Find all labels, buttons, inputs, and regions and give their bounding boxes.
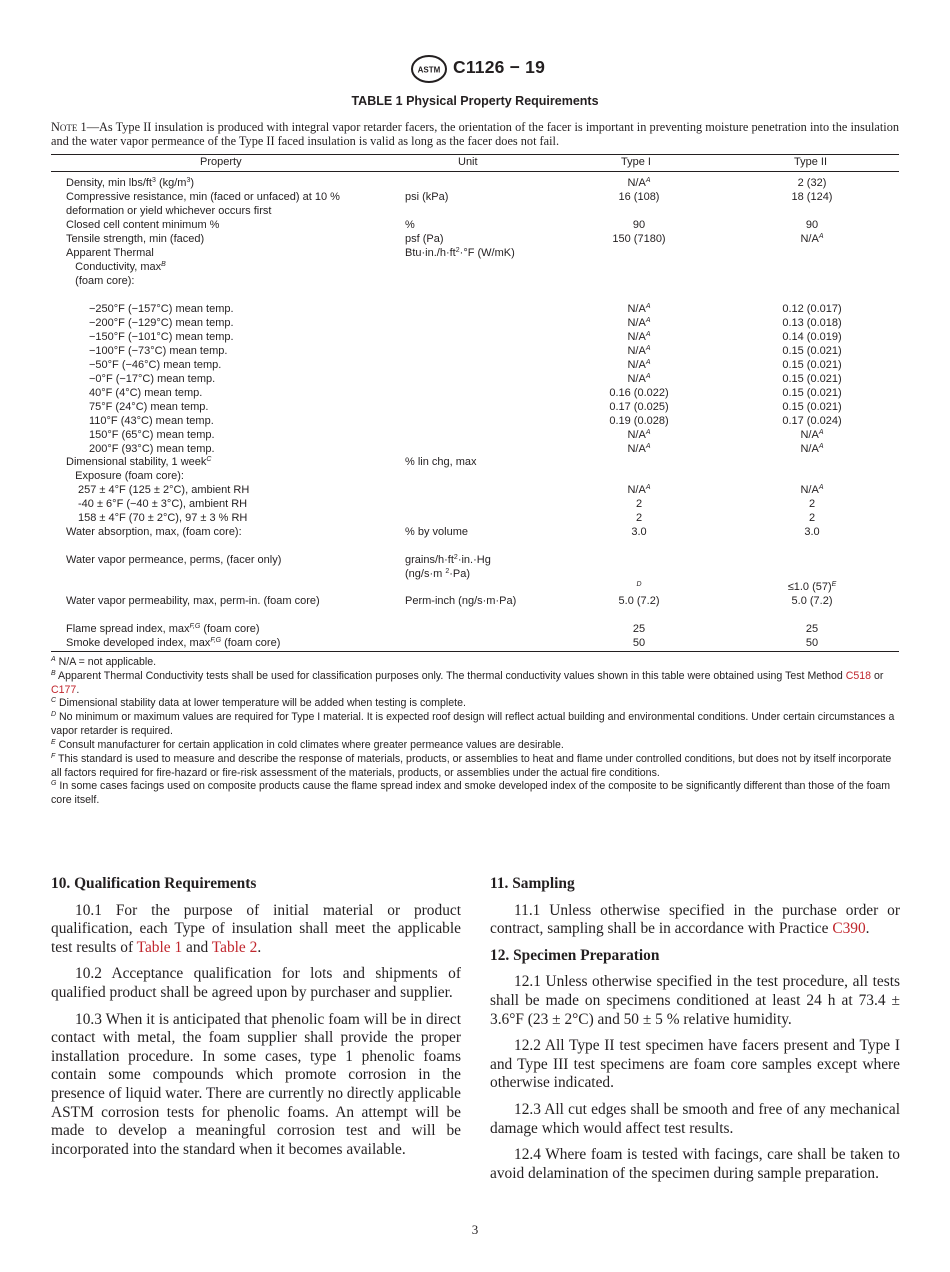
column-header-type-ii: Type II: [794, 156, 828, 168]
cell-property: Water vapor permeability, max, perm-in. (foam core): [66, 595, 320, 607]
right-column: [490, 875, 900, 1183]
cell-type-ii: 25 50: [805, 623, 819, 649]
cell-type-i: 150 (7180): [612, 233, 666, 245]
section-10-heading: 10. Qualification Requirements: [51, 875, 257, 892]
cell-unit: %: [405, 219, 415, 231]
paragraph-12-4: 12.4 Where foam is tested with facings, care shall be taken to avoid delamination of the specimen during sample preparation.: [490, 1146, 900, 1182]
cell-property: Dimensional stability, 1 week$^C$ Exposure (foam core):: [66, 456, 212, 482]
paragraph-12-2: 12.2 All Type II test specimen have facers present and Type I and Type III test specimens are foam core samples except where otherwise indicated.: [490, 1037, 900, 1092]
cell-type-ii: $N/A^A$: [800, 233, 824, 245]
cell-property: Flame spread index, $\max^{F,G}$ (foam core) Smoke developed index, $\max^{F,G}$ (foam core): [66, 623, 281, 649]
column-header-type-i: Type I: [621, 156, 651, 168]
paragraph-11-1: 11.1 Unless otherwise specified in the purchase order or contract, sampling shall be in accordance with Practice C390.: [490, 901, 900, 938]
cell-property: Compressive resistance, min (faced or unfaced) at 10 % deformation or yield whichever occurs first: [66, 191, 340, 217]
logo-text: ASTM: [417, 65, 441, 75]
table-note: [51, 120, 899, 148]
cell-property: 257 ± 4°F (125 ± 2°C), ambient RH -40 ± 6°F (−40 ± 3°C), ambient RH 158 ± 4°F (70 ± 2°C), 97 ± 3 % RH: [78, 484, 250, 524]
note-text: —As Type II insulation is produced with integral vapor retarder facers, the orientation of the facer is important in preventing moisture penetration into the insulation and the water vapor permeance of the Type II faced insulation is valid as long as the facer does not fail.: [51, 120, 899, 148]
page-number: 3: [471, 1222, 479, 1237]
section-11-heading: 11. Sampling: [490, 875, 575, 892]
cell-property: Tensile strength, min (faced): [66, 233, 205, 245]
footnote-b: $^B$ Apparent Thermal Conductivity tests shall be used for classification purposes only. The thermal conductivity values shown in this table were obtained using Test Method C518 or C177.: [51, 670, 884, 696]
cell-unit: Perm-inch (ng/s·m·Pa): [405, 595, 517, 607]
cell-property: Closed cell content minimum %: [66, 219, 220, 231]
footnote-a: $^A$ N/A = not applicable.: [51, 656, 157, 668]
cell-type-i: 5.0 (7.2): [618, 595, 660, 607]
cell-type-i: D: [636, 581, 642, 588]
document-id: C1126 − 19: [453, 57, 546, 77]
cell-property: Water absorption, max, (foam core):: [66, 526, 242, 538]
cell-type-ii: 3.0: [804, 526, 820, 538]
table-header-rule: [51, 171, 899, 172]
cell-type-ii: 90: [805, 219, 819, 231]
note-label: Note 1: [51, 120, 87, 134]
cell-property: Water vapor permeance, perms, (facer only): [66, 554, 282, 566]
cell-type-ii: $N/A^A$ 2 2: [800, 484, 824, 524]
paragraph-10-2: 10.2 Acceptance qualification for lots and shipments of qualified product shall be agreed upon by purchaser and supplier.: [51, 965, 461, 1001]
link-table-1[interactable]: Table 1: [136, 938, 183, 956]
table-bottom-rule: [51, 651, 899, 652]
link-c390[interactable]: C390: [832, 920, 866, 938]
cell-type-i: $N/A^A$ 2 2: [627, 484, 651, 524]
cell-type-i: 25 50: [632, 623, 646, 649]
table-top-rule: [51, 154, 899, 155]
footnote-d: $^D$ No minimum or maximum values are required for Type I material. It is expected roof design will reflect actual building and environmental conditions. Under certain circumstances a vapor retarder is required.: [51, 711, 895, 737]
cell-type-i: 90: [632, 219, 646, 231]
footnote-e: $^E$ Consult manufacturer for certain application in cold climates where greater permeance values are desirable.: [51, 739, 564, 751]
paragraph-12-1: 12.1 Unless otherwise specified in the test procedure, all tests shall be made on specimens conditioned at least 24 h at 73.4 ± 3.6°F (23 ± 2°C) and 50 ± 5 % relative humidity.: [490, 973, 900, 1028]
link-table-2[interactable]: Table 2: [211, 938, 258, 956]
cell-type-i: $N/A^A$ $N/A^A$ $N/A^A$ $N/A^A$ $N/A^A$ $N/A^A$ 0.16 (0.022) 0.17 (0.025) 0.19 (0.028) $N/A^A$ $N/A^A$: [609, 303, 669, 455]
link-c177[interactable]: C177: [51, 683, 77, 696]
column-header-unit: Unit: [458, 156, 478, 168]
cell-unit: % by volume: [405, 526, 468, 538]
table-title: TABLE 1 Physical Property Requirements: [351, 94, 599, 108]
cell-property: Density, min lbs/$ft^3$ $(kg/m^3)$: [66, 177, 195, 189]
left-column: [51, 875, 461, 1159]
paragraph-10-3: 10.3 When it is anticipated that phenolic foam will be in direct contact with metal, the foam supplier shall provide the proper installation procedure. In some cases, type 1 phenolic foams contain some compounds which promote corrosion in the presence of liquid water. There are currently no directly applicable ASTM corrosion tests for phenolic foams. An attempt will be made to develop a meaningful corrosion test and will be incorporated into the standard when it becomes available.: [51, 1010, 461, 1158]
column-header-property: Property: [200, 156, 242, 168]
cell-type-i: 3.0: [631, 526, 647, 538]
cell-type-ii: 5.0 (7.2): [791, 595, 833, 607]
cell-type-i: 16 (108): [618, 191, 660, 203]
cell-unit: $Btu\cdot in./h\cdot ft^2\cdot^\circ F$ (W/mK): [405, 247, 515, 259]
footnote-g: $^G$ In some cases facings used on composite products cause the flame spread index and smoke developed index of the composite to be significantly different than those of the foam core itself.: [51, 780, 891, 806]
section-12-heading: 12. Specimen Preparation: [490, 946, 660, 964]
footnote-f: $^F$ This standard is used to measure and describe the response of materials, products, or assemblies to heat and flame under controlled conditions, but does not by itself incorporate all factors required for fire-hazard or fire-risk assessment of the materials, products, or assemblies under the actual fire conditions.: [51, 753, 892, 779]
astm-logo-icon: [409, 54, 449, 84]
cell-type-ii: ≤1.0 $(57)^E$: [787, 581, 837, 593]
cell-type-ii: 18 (124): [791, 191, 833, 203]
cell-type-ii: 0.12 (0.017) 0.13 (0.018) 0.14 (0.019) 0.15 (0.021) 0.15 (0.021) 0.15 (0.021) 0.15 (0.021) 0.15 (0.021) 0.17 (0.024) $N/A^A$ $N/A^A$: [782, 303, 842, 455]
cell-property: Apparent Thermal Conductivity, $\max^B$ (foam core):: [66, 247, 166, 287]
paragraph-12-3: 12.3 All cut edges shall be smooth and free of any mechanical damage which would affect test results.: [490, 1100, 900, 1137]
cell-type-ii: 2 (32): [797, 177, 827, 189]
cell-unit: grains/$h\cdot ft^2\cdot in.\cdot Hg$ (ng/s·m $^2$·Pa): [405, 554, 491, 580]
footnote-c: $^C$ Dimensional stability data at lower temperature will be added when testing is complete.: [51, 697, 466, 709]
cell-type-i: $N/A^A$: [627, 177, 651, 189]
cell-unit: psf (Pa): [405, 233, 444, 245]
cell-property: −250°F (−157°C) mean temp. −200°F (−129°C) mean temp. −150°F (−101°C) mean temp. −100°F (−73°C) mean temp. −50°F (−46°C) mean temp. −0°F (−17°C) mean temp. 40°F (4°C) mean temp. 75°F (24°C) mean temp. 110°F (43°C) mean temp. 150°F (65°C) mean temp. 200°F (93°C) mean temp.: [89, 303, 234, 455]
cell-unit: psi (kPa): [405, 191, 449, 203]
link-c518[interactable]: C518: [845, 670, 872, 682]
page-header: [0, 54, 950, 84]
cell-unit: % lin chg, max: [405, 456, 477, 468]
paragraph-10-1: 10.1 For the purpose of initial material or product qualification, each Type of insulation shall meet the applicable test results of Table 1 and Table 2.: [51, 901, 461, 956]
